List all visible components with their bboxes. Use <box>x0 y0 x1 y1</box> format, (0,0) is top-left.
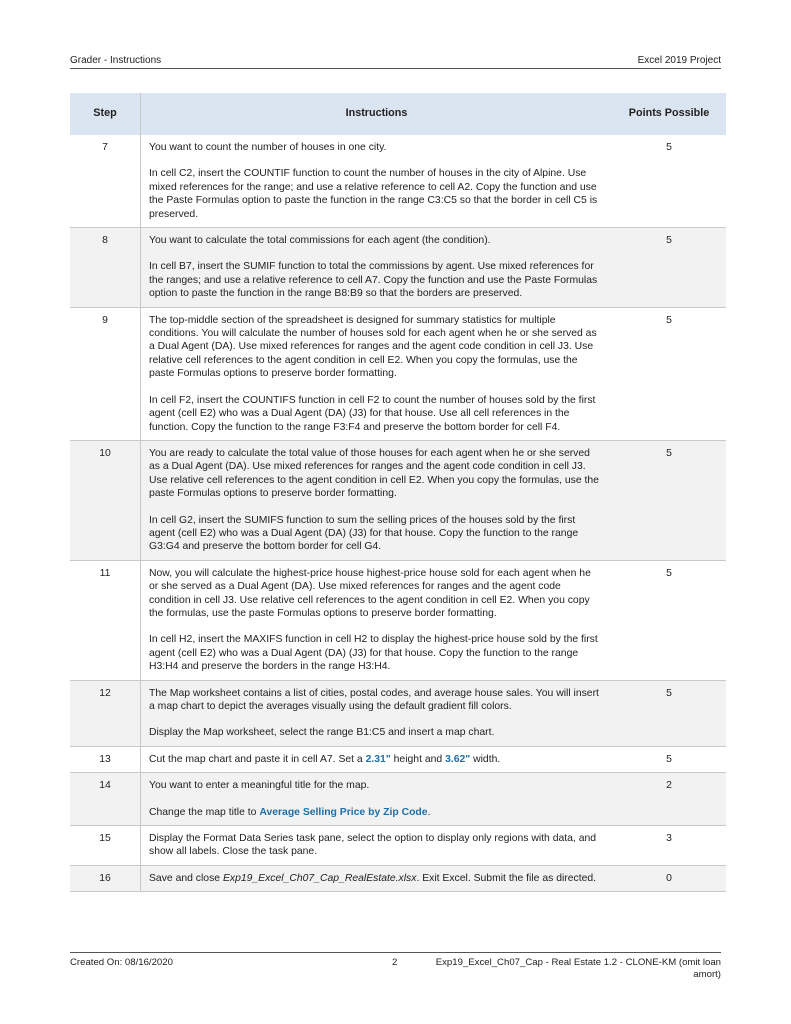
step-number: 10 <box>99 447 111 459</box>
highlight-width-value: 3.62" <box>445 753 471 765</box>
instruction-intro: You are ready to calculate the total value of those houses for each agent when he or she served as a Dual Agent (DA). Use mixed references for ranges and the agent code condition in cell J3. Use relative cell references to the agent condition in cell E2. When you copy the formulas, use the paste Formulas options to preserve border formatting. <box>149 447 599 500</box>
instruction-text: height and <box>390 753 446 765</box>
highlight-map-title: Average Selling Price by Zip Code <box>259 806 428 818</box>
points-value: 5 <box>666 753 672 765</box>
instruction-detail: In cell B7, insert the SUMIF function to total the commissions by agent. Use mixed references for the ranges; and use a relative reference to cell A7. Copy the function and use the Paste Formulas option to paste the function in the range B8:B9 so that the borders are preserved. <box>149 261 598 300</box>
footer-file-name: Exp19_Excel_Ch07_Cap - Real Estate 1.2 - CLONE-KM (omit loan amort) <box>435 957 721 980</box>
step-number: 16 <box>99 872 111 884</box>
highlight-height-value: 2.31" <box>365 753 391 765</box>
instruction-detail <box>149 872 602 885</box>
step-number: 15 <box>99 833 111 845</box>
table-row <box>70 135 726 228</box>
points-value: 5 <box>666 142 672 153</box>
instruction-detail: In cell H2, insert the MAXIFS function in cell H2 to display the highest-price house sold by the first agent (cell E2) who was a Dual Agent (DA) (J3) for that house. Copy the function to the range H3:H4 and preserve the borders in the range H3:H4. <box>149 634 598 673</box>
points-value: 5 <box>666 235 672 247</box>
instruction-cell <box>141 560 613 680</box>
points-value: 5 <box>666 314 672 326</box>
points-value: 5 <box>666 567 672 579</box>
points-value: 5 <box>666 687 672 699</box>
instruction-detail: Display the Map worksheet, select the range B1:C5 and insert a map chart. <box>149 727 495 739</box>
table-row <box>70 826 726 866</box>
table-row <box>70 228 726 308</box>
instruction-intro: The Map worksheet contains a list of cities, postal codes, and average house sales. You will insert a map chart to depict the averages visually using the default gradient fill colors. <box>149 687 599 712</box>
instruction-detail: In cell F2, insert the COUNTIFS function in cell F2 to count the number of houses sold by the first agent (cell E2) who was a Dual Agent (DA) (J3) for that house. Use all cell references in the function. Copy the function to the range F3:F4 and preserve the bottom border for cell F4. <box>149 394 596 433</box>
table-row <box>70 773 726 826</box>
step-number: 11 <box>99 567 111 579</box>
table-row <box>70 680 726 746</box>
footer-created-date: Created On: 08/16/2020 <box>70 957 173 968</box>
instruction-cell <box>141 746 613 772</box>
table-row <box>70 746 726 772</box>
page-header <box>70 55 721 69</box>
header-right: Excel 2019 Project <box>637 55 721 66</box>
header-left: Grader - Instructions <box>70 55 162 66</box>
step-number: 13 <box>99 753 111 765</box>
points-value: 3 <box>666 833 672 845</box>
table-row <box>70 307 726 440</box>
instruction-cell <box>141 773 613 826</box>
table-row <box>70 865 726 891</box>
table-row <box>70 440 726 560</box>
page-footer <box>70 952 721 980</box>
instruction-text: Save and close <box>149 872 223 884</box>
instruction-detail: In cell C2, insert the COUNTIF function to count the number of houses in the city of Alpine. Use mixed references for the range; and use a relative reference to cell A2. Copy the function and use the Paste Formulas option to paste the function in the range C3:C5 so that the border in cell C5 is preserved. <box>149 168 598 220</box>
instructions-table <box>70 93 726 892</box>
step-column-header: Step <box>70 93 141 135</box>
instruction-detail: Display the Format Data Series task pane, select the option to display only regions with data, and show all labels. Close the task pane. <box>149 833 597 858</box>
instruction-cell <box>141 307 613 440</box>
file-name: Exp19_Excel_Ch07_Cap_RealEstate.xlsx <box>222 872 417 884</box>
instruction-detail <box>149 806 602 819</box>
instruction-text: width. <box>470 753 501 765</box>
instructions-column-header: Instructions <box>141 93 613 135</box>
instruction-cell <box>141 228 613 308</box>
instruction-cell <box>141 865 613 891</box>
instruction-detail <box>149 753 602 766</box>
step-number: 8 <box>102 235 108 247</box>
step-number: 12 <box>99 687 111 699</box>
instruction-intro: The top-middle section of the spreadsheet is designed for summary statistics for multiple conditions. You will calculate the number of houses sold for each agent when he or she served as a Dual Agent (DA). Use mixed references for ranges and the agent code condition in cell J3. Use relative cell references to the agent condition in cell E2. When you copy the formulas, use the paste Formulas options to preserve border formatting. <box>149 314 597 380</box>
instruction-cell <box>141 826 613 866</box>
instruction-intro: Now, you will calculate the highest-price house highest-price house sold for each agent when he or she served as a Dual Agent (DA). Use mixed references for ranges and the agent code condition in cell J3. Use relative cell references to the agent condition in cell E2. When you copy the formulas, use the paste Formulas options to preserve border formatting. <box>149 567 591 619</box>
instruction-cell <box>141 440 613 560</box>
instruction-text: . <box>427 806 431 818</box>
table-header-row <box>70 93 726 135</box>
instruction-text: Change the map title to <box>149 806 260 818</box>
instruction-detail: In cell G2, insert the SUMIFS function to sum the selling prices of the houses sold by the first agent (cell E2) who was a Dual Agent (DA) (J3) for that house. Copy the function to the range G3:G4 and preserve the bottom border for cell G4. <box>149 514 579 553</box>
points-column-header: Points Possible <box>612 93 726 135</box>
instruction-intro: You want to calculate the total commissions for each agent (the condition). <box>149 235 491 247</box>
points-value: 5 <box>666 447 672 459</box>
step-number: 7 <box>102 142 108 153</box>
instruction-cell <box>141 135 613 228</box>
footer-page-number: 2 <box>392 957 398 968</box>
instruction-text: Cut the map chart and paste it in cell A7. Set a <box>149 753 366 765</box>
points-value: 0 <box>666 872 672 884</box>
instruction-intro: You want to count the number of houses in one city. <box>149 142 387 153</box>
instruction-cell <box>141 680 613 746</box>
step-number: 9 <box>102 314 108 326</box>
step-number: 14 <box>99 780 111 792</box>
points-value: 2 <box>666 780 672 792</box>
instruction-intro: You want to enter a meaningful title for the map. <box>149 780 370 792</box>
table-row <box>70 560 726 680</box>
instruction-text: . Exit Excel. Submit the file as directed. <box>416 872 597 884</box>
